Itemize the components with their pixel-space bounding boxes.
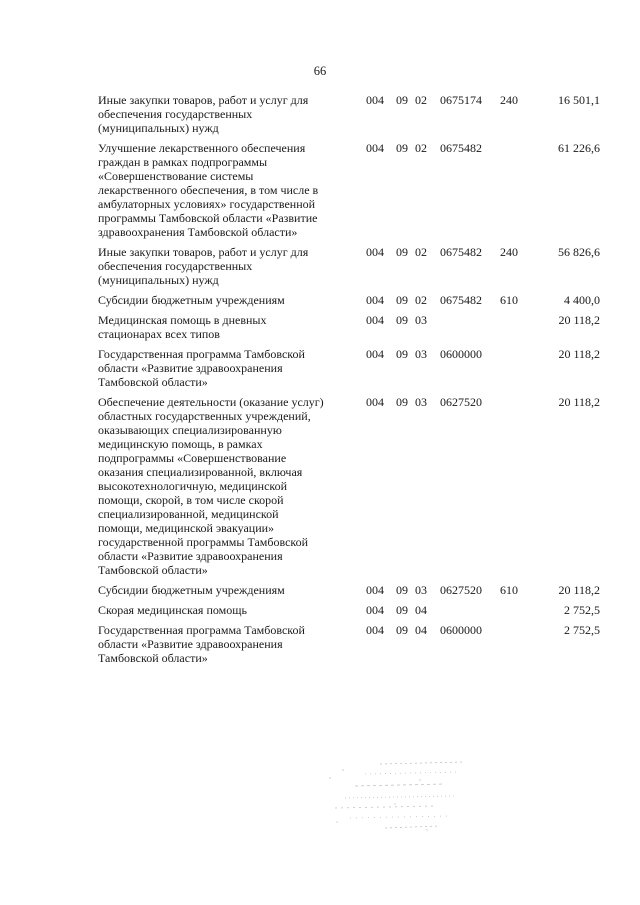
description-line: подпрограммы «Совершенствование [98, 451, 287, 465]
table-row [0, 347, 640, 389]
row-description [98, 623, 360, 665]
description-line: Государственная программа Тамбовской [98, 347, 305, 361]
subsection-code: 03 [415, 583, 427, 597]
description-line: области «Развитие здравоохранения [98, 361, 283, 375]
description-line: Тамбовской области» [98, 375, 208, 389]
description-line: Тамбовской области» [98, 651, 208, 665]
description-line: программы Тамбовской области «Развитие [98, 211, 318, 225]
expense-type-code: 240 [500, 245, 518, 259]
ministry-code: 004 [366, 603, 384, 617]
description-line: высокотехнологичную, медицинской [98, 479, 288, 493]
ministry-code: 004 [366, 93, 384, 107]
subsection-code: 04 [415, 623, 427, 637]
target-article-code: 0600000 [440, 623, 482, 637]
description-line: здравоохранения Тамбовской области» [98, 225, 298, 239]
amount: 20 118,2 [558, 313, 600, 327]
ministry-code: 004 [366, 347, 384, 361]
target-article-code: 0600000 [440, 347, 482, 361]
description-line: областных государственных учреждений, [98, 409, 311, 423]
table-row [0, 603, 640, 617]
description-line: Иные закупки товаров, работ и услуг для [98, 245, 309, 259]
description-line: Улучшение лекарственного обеспечения [98, 141, 306, 155]
description-line: Скорая медицинская помощь [98, 603, 247, 617]
description-line: области «Развитие здравоохранения [98, 637, 283, 651]
description-line: специализированной, медицинской [98, 507, 279, 521]
description-line: граждан в рамках подпрограммы [98, 155, 268, 169]
description-line: лекарственного обеспечения, в том числе в [98, 183, 319, 197]
amount: 61 226,6 [558, 141, 600, 155]
description-line: Иные закупки товаров, работ и услуг для [98, 93, 309, 107]
table-row [0, 93, 640, 135]
description-line: Тамбовской области» [98, 563, 208, 577]
row-description [98, 313, 360, 341]
target-article-code: 0627520 [440, 583, 482, 597]
description-line: оказания специализированной, включая [98, 465, 303, 479]
table-row [0, 583, 640, 597]
subsection-code: 03 [415, 313, 427, 327]
amount: 2 752,5 [564, 603, 600, 617]
row-description [98, 141, 360, 239]
table-row [0, 141, 640, 239]
description-line: Субсидии бюджетным учреждениям [98, 583, 285, 597]
description-line: обеспечения государственных [98, 259, 253, 273]
ministry-code: 004 [366, 623, 384, 637]
section-code: 09 [396, 347, 408, 361]
description-line: Медицинская помощь в дневных [98, 313, 267, 327]
ministry-code: 004 [366, 313, 384, 327]
description-line: «Совершенствование системы [98, 169, 254, 183]
amount: 56 826,6 [558, 245, 600, 259]
table-row [0, 623, 640, 665]
subsection-code: 02 [415, 141, 427, 155]
row-description [98, 93, 360, 135]
subsection-code: 02 [415, 93, 427, 107]
ministry-code: 004 [366, 245, 384, 259]
target-article-code: 0675482 [440, 245, 482, 259]
row-description [98, 245, 360, 287]
description-line: оказывающих специализированную [98, 423, 282, 437]
table-row [0, 313, 640, 341]
amount: 20 118,2 [558, 395, 600, 409]
amount: 2 752,5 [564, 623, 600, 637]
section-code: 09 [396, 245, 408, 259]
description-line: (муниципальных) нужд [98, 273, 219, 287]
ministry-code: 004 [366, 395, 384, 409]
description-line: Государственная программа Тамбовской [98, 623, 305, 637]
target-article-code: 0675174 [440, 93, 482, 107]
target-article-code: 0627520 [440, 395, 482, 409]
amount: 20 118,2 [558, 583, 600, 597]
amount: 4 400,0 [564, 293, 600, 307]
section-code: 09 [396, 141, 408, 155]
subsection-code: 03 [415, 395, 427, 409]
section-code: 09 [396, 313, 408, 327]
section-code: 09 [396, 603, 408, 617]
row-description [98, 583, 360, 597]
description-line: Обеспечение деятельности (оказание услуг) [98, 395, 324, 409]
description-line: медицинскую помощь, в рамках [98, 437, 263, 451]
section-code: 09 [396, 93, 408, 107]
subsection-code: 03 [415, 347, 427, 361]
row-description [98, 395, 360, 577]
section-code: 09 [396, 395, 408, 409]
description-line: амбулаторных условиях» государственной [98, 197, 316, 211]
table-row [0, 245, 640, 287]
expense-type-code: 610 [500, 583, 518, 597]
description-line: стационарах всех типов [98, 327, 220, 341]
description-line: обеспечения государственных [98, 107, 253, 121]
table-row [0, 395, 640, 577]
description-line: Субсидии бюджетным учреждениям [98, 293, 285, 307]
ministry-code: 004 [366, 583, 384, 597]
description-line: (муниципальных) нужд [98, 121, 219, 135]
amount: 16 501,1 [558, 93, 600, 107]
subsection-code: 02 [415, 245, 427, 259]
row-description [98, 603, 360, 617]
section-code: 09 [396, 583, 408, 597]
section-code: 09 [396, 623, 408, 637]
expense-type-code: 610 [500, 293, 518, 307]
row-description [98, 347, 360, 389]
page-number: 66 [313, 64, 327, 78]
ministry-code: 004 [366, 141, 384, 155]
description-line: государственной программы Тамбовской [98, 535, 309, 549]
amount: 20 118,2 [558, 347, 600, 361]
section-code: 09 [396, 293, 408, 307]
description-line: области «Развитие здравоохранения [98, 549, 283, 563]
row-description [98, 293, 360, 307]
ministry-code: 004 [366, 293, 384, 307]
table-row [0, 293, 640, 307]
description-line: помощи, медицинской эвакуации» [98, 521, 275, 535]
subsection-code: 02 [415, 293, 427, 307]
subsection-code: 04 [415, 603, 427, 617]
faded-stamp [325, 756, 470, 836]
target-article-code: 0675482 [440, 293, 482, 307]
target-article-code: 0675482 [440, 141, 482, 155]
description-line: помощи, скорой, в том числе скорой [98, 493, 284, 507]
expense-type-code: 240 [500, 93, 518, 107]
